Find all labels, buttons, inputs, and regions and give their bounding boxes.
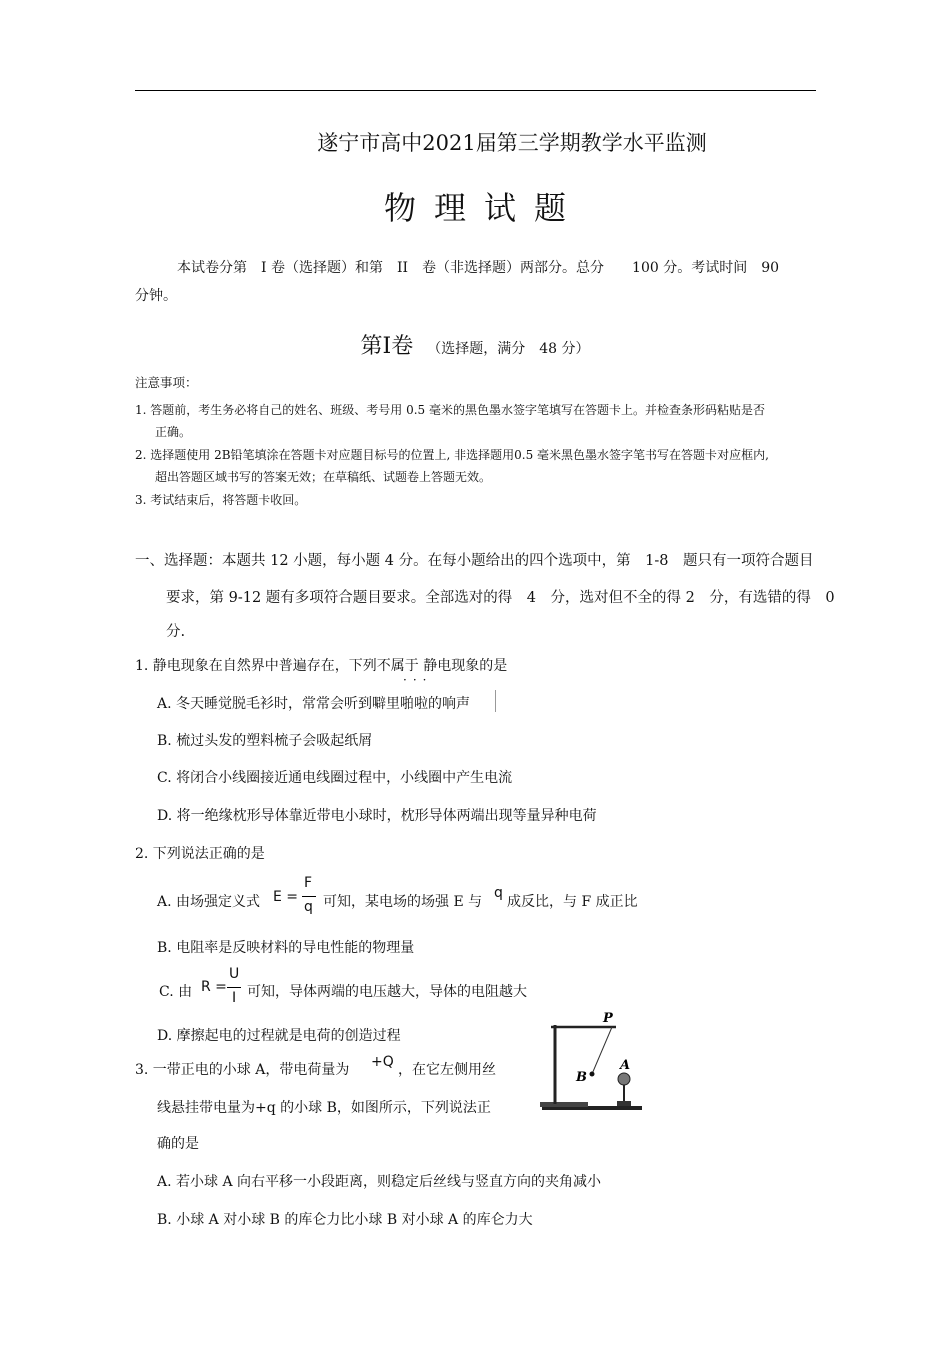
question-2-option-d: D. 摩擦起电的过程就是电荷的创造过程 <box>157 1028 401 1044</box>
question-1-option-a: A. 冬天睡觉脱毛衫时，常常会听到噼里啪啦的响声 <box>157 696 471 712</box>
charge-symbol-q: q <box>494 885 503 901</box>
question-3-line-3: 确的是 <box>157 1136 199 1152</box>
part-one-line-3: 分. <box>166 624 186 640</box>
fraction-bar <box>302 896 316 897</box>
question-2-stem: 2. 下列说法正确的是 <box>135 846 265 862</box>
question-2-option-c-rest: 可知，导体两端的电压越大，导体的电阻越大 <box>247 984 527 1000</box>
charge-symbol-plus-q: +Q <box>371 1054 394 1070</box>
intro-line-1: 本试卷分第 I 卷（选择题）和第 II 卷（非选择题）两部分。总分 100 分。考试时间 90 <box>177 260 780 276</box>
part-one-line-1: 一、选择题：本题共 12 小题，每小题 4 分。在每小题给出的四个选项中，第 1-8 题只有一项符合题目 <box>135 553 814 569</box>
question-1-option-c: C. 将闭合小线圈接近通电线圈过程中，小线圈中产生电流 <box>157 770 513 786</box>
ball-a <box>618 1073 630 1085</box>
label-p: P <box>603 1011 613 1026</box>
emphasis-dots: ··· <box>403 673 433 687</box>
question-3-line-1-prefix: 3. 一带正电的小球 A，带电荷量为 <box>135 1062 350 1078</box>
fraction-bar <box>227 987 241 988</box>
section-heading <box>0 329 950 360</box>
school-exam-title: 遂宁市高中2021届第三学期教学水平监测 <box>317 131 707 155</box>
resistance-formula-denominator: I <box>232 990 237 1006</box>
field-formula-lhs: E = <box>273 889 299 905</box>
notice-item-2: 2. 选择题使用 2B铅笔填涂在答题卡对应题目标号的位置上, 非选择题用0.5 毫米黑色墨水签字笔书写在答题卡对应框内, <box>135 448 769 462</box>
label-a: A <box>620 1058 631 1073</box>
question-1-option-d: D. 将一绝缘枕形导体靠近带电小球时，枕形导体两端出现等量异种电荷 <box>157 808 597 824</box>
field-formula-numerator: F <box>304 875 313 891</box>
stand-base <box>540 1102 588 1107</box>
notice-item-3: 3. 考试结束后，将答题卡收回。 <box>135 493 307 507</box>
label-b: B <box>576 1070 587 1085</box>
intro-line-2: 分钟。 <box>135 288 177 304</box>
question-2-option-a-middle: 可知，某电场的场强 E 与 <box>323 894 483 910</box>
section-subtitle: （选择题，满分 48 分） <box>427 341 590 357</box>
coulomb-apparatus-figure <box>537 1005 647 1115</box>
resistance-formula-lhs: R = <box>201 979 227 995</box>
field-formula-denominator: q <box>304 899 313 915</box>
question-1-option-b: B. 梳过头发的塑料梳子会吸起纸屑 <box>157 733 373 749</box>
insulating-stand-base <box>617 1101 631 1106</box>
question-3-option-a: A. 若小球 A 向右平移一小段距离，则稳定后丝线与竖直方向的夹角减小 <box>157 1174 602 1190</box>
part-one-line-2: 要求，第 9-12 题有多项符合题目要求。全部选对的得 4 分，选对但不全的得 2 分，有选错的得 0 <box>166 590 835 606</box>
top-rule <box>135 90 816 91</box>
question-3-line-1-suffix: ，在它左侧用丝 <box>398 1062 496 1078</box>
question-2-option-a-prefix: A. 由场强定义式 <box>157 894 261 910</box>
resistance-formula-numerator: U <box>229 966 240 982</box>
question-2-option-c-prefix: C. 由 <box>159 984 193 1000</box>
question-3-option-b: B. 小球 A 对小球 B 的库仑力比小球 B 对小球 A 的库仑力大 <box>157 1212 533 1228</box>
subject-title: 物理试题 <box>383 189 584 227</box>
notice-item-2-cont: 超出答题区域书写的答案无效；在草稿纸、试题卷上答题无效。 <box>155 470 492 484</box>
question-2-option-a-end: 成反比，与 F 成正比 <box>507 894 638 910</box>
section-title: 第Ⅰ卷 <box>360 334 414 359</box>
notice-heading: 注意事项： <box>135 375 198 390</box>
suspension-thread <box>592 1027 612 1074</box>
ball-b <box>590 1072 595 1077</box>
text-cursor-mark <box>495 690 496 712</box>
question-2-option-b: B. 电阻率是反映材料的导电性能的物理量 <box>157 940 415 956</box>
notice-item-1: 1. 答题前，考生务必将自己的姓名、班级、考号用 0.5 毫米的黑色墨水签字笔填写在答题卡上。并检查条形码粘贴是否 <box>135 403 765 417</box>
question-3-line-2: 线悬挂带电量为+q 的小球 B，如图所示，下列说法正 <box>157 1100 491 1116</box>
question-1-stem: 1. 静电现象在自然界中普遍存在，下列不属于 静电现象的是 <box>135 658 508 674</box>
notice-item-1-cont: 正确。 <box>155 425 192 439</box>
